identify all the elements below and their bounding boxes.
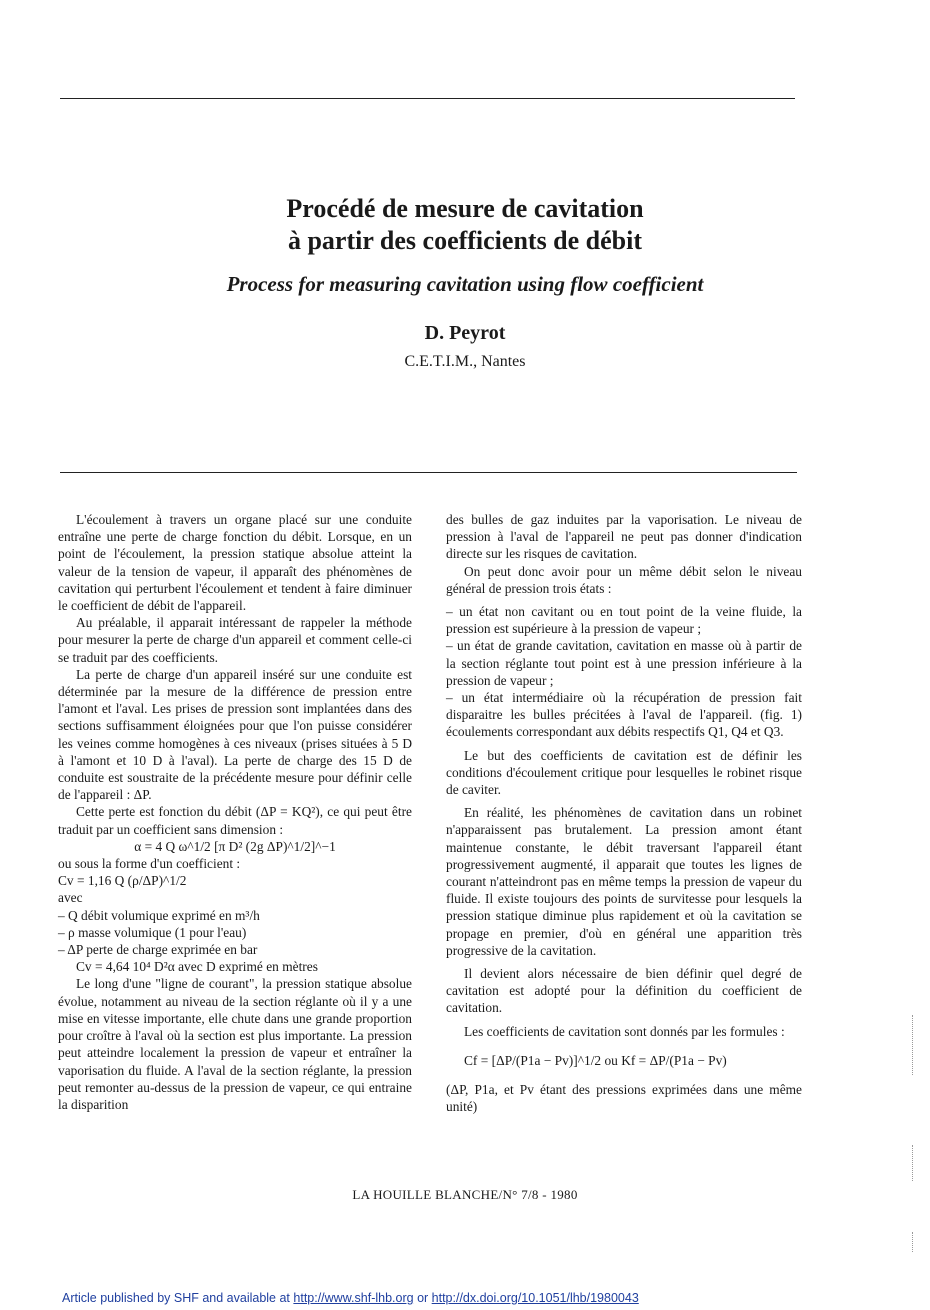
paragraph: ou sous la forme d'un coefficient : (58, 856, 241, 872)
list-item: – un état intermédiaire où la récupération de pression fait disparaitre les bulles précitées à l'aval de l'appareil. (fig. 1) écoulements correspondant aux débits respectifs Q1, Q4 et Q3. (446, 690, 802, 740)
article-subtitle: Process for measuring cavitation using flow coefficient (226, 272, 704, 296)
equation-cv-alpha: Cv = 4,64 10⁴ D²α avec D exprimé en mètres (76, 959, 318, 975)
publication-notice-prefix: Article published by SHF and available at (62, 1291, 294, 1305)
paragraph: Les coefficients de cavitation sont donnés par les formules : (464, 1023, 785, 1039)
publication-notice (62, 1291, 639, 1305)
paragraph: avec (58, 890, 83, 906)
paragraph: Le long d'une "ligne de courant", la pression statique absolue évolue, notamment au niveau de la section réglante où il y a une mise en vitesse importante, elle chute dans une grande proportion pour croître à l'aval où la section est plus importante. La pression peut atteindre localement la pression de vapeur et entraîner la vaporisation du fluide. A l'aval de la section réglante, la pression peut remonter au-dessus de la pression de vapeur, ce qui entraine la disparition (58, 976, 412, 1112)
right-column (446, 511, 802, 1116)
equation-cf-kf: Cf = [ΔP/(P1a − Pv)]^1/2 ou Kf = ΔP/(P1a − Pv) (464, 1052, 727, 1068)
definition-item: – Q débit volumique exprimé en m³/h (58, 907, 260, 923)
paragraph: des bulles de gaz induites par la vaporisation. Le niveau de pression à l'aval de l'appareil ne peut pas donner d'indication directe sur les risques de cavitation. (446, 512, 802, 562)
paragraph: Au préalable, il apparait intéressant de rappeler la méthode pour mesurer la perte de charge d'un appareil et comment celle-ci se traduit par des coefficients. (58, 615, 412, 665)
paragraph: La perte de charge d'un appareil inséré sur une conduite est déterminée par la mesure de la différence de pression entre l'amont et l'aval. Les prises de pression sont implantées dans des sections suffisamment éloignées pour que l'on puisse considérer les veines comme homogènes à ces niveaux (prises situées à 5 D à l'amont et 10 D à l'aval). La perte de charge des 15 D de conduite est soustraite de la précédente mesure pour définir celle de l'appareil : ΔP. (58, 666, 412, 803)
header-bottom-rule (60, 472, 797, 473)
paragraph: En réalité, les phénomènes de cavitation dans un robinet n'apparaissent pas brutalement. La pression amont étant maintenue constante, le débit traversant l'appareil étant progressivement augmenté, il apparait que toutes les lignes de courant n'atteindront pas en même temps la pression de vapeur du fluide. Il existe toujours des points de survitesse pour lesquels la pression statique diminue plus rapidement et où la cavitation se propage en premier, d'où en général une apparition très progressive de la cavitation. (446, 805, 802, 958)
paragraph: (ΔP, P1a, et Pv étant des pressions exprimées dans une même unité) (446, 1082, 802, 1115)
definition-item: – ΔP perte de charge exprimée en bar (58, 942, 258, 958)
scan-margin-mark (912, 1145, 913, 1181)
paragraph: Il devient alors nécessaire de bien définir quel degré de cavitation est adopté pour la définition du coefficient de cavitation. (446, 966, 802, 1016)
definition-item: – ρ masse volumique (1 pour l'eau) (58, 924, 247, 940)
paragraph: On peut donc avoir pour un même débit selon le niveau général de pression trois états : (446, 563, 802, 596)
author-affiliation: C.E.T.I.M., Nantes (404, 353, 526, 370)
paragraph: Cette perte est fonction du débit (ΔP = KQ²), ce qui peut être traduit par un coefficient sans dimension : (58, 804, 412, 837)
article-title-line-2: à partir des coefficients de débit (287, 226, 643, 255)
scan-margin-mark (912, 1015, 913, 1075)
article-title-line-1: Procédé de mesure de cavitation (286, 194, 644, 223)
equation-cv: Cv = 1,16 Q (ρ/ΔP)^1/2 (58, 873, 187, 889)
list-item: – un état non cavitant ou en tout point de la veine fluide, la pression est supérieure à la pression de vapeur ; (446, 604, 802, 637)
equation-alpha: α = 4 Q ω^1/2 [π D² (2g ΔP)^1/2]^−1 (134, 838, 336, 854)
author-name: D. Peyrot (424, 322, 506, 344)
journal-footer: LA HOUILLE BLANCHE/N° 7/8 - 1980 (352, 1187, 578, 1202)
list-item: – un état de grande cavitation, cavitation en masse où à partir de la section réglante tout point est à une pression inférieure à la pression de vapeur ; (446, 638, 802, 688)
left-column (58, 511, 412, 1113)
paragraph: Le but des coefficients de cavitation est de définir les conditions d'écoulement critique pour lesquelles le robinet risque de caviter. (446, 747, 802, 798)
shf-link[interactable]: http://www.shf-lhb.org (293, 1291, 414, 1305)
publication-notice-or: or (413, 1291, 432, 1305)
doi-link[interactable]: http://dx.doi.org/10.1051/lhb/1980043 (431, 1291, 639, 1305)
top-rule (60, 98, 795, 99)
scan-margin-mark (912, 1232, 913, 1252)
paragraph: L'écoulement à travers un organe placé sur une conduite entraîne une perte de charge fonction du débit. Lorsque, en un point de l'écoulement, la pression statique absolue atteint la valeur de la tension de vapeur, il apparaît des phénomènes de cavitation qui perturbent l'écoulement et tendent à faire diminuer le coefficient de débit de l'appareil. (58, 512, 412, 614)
